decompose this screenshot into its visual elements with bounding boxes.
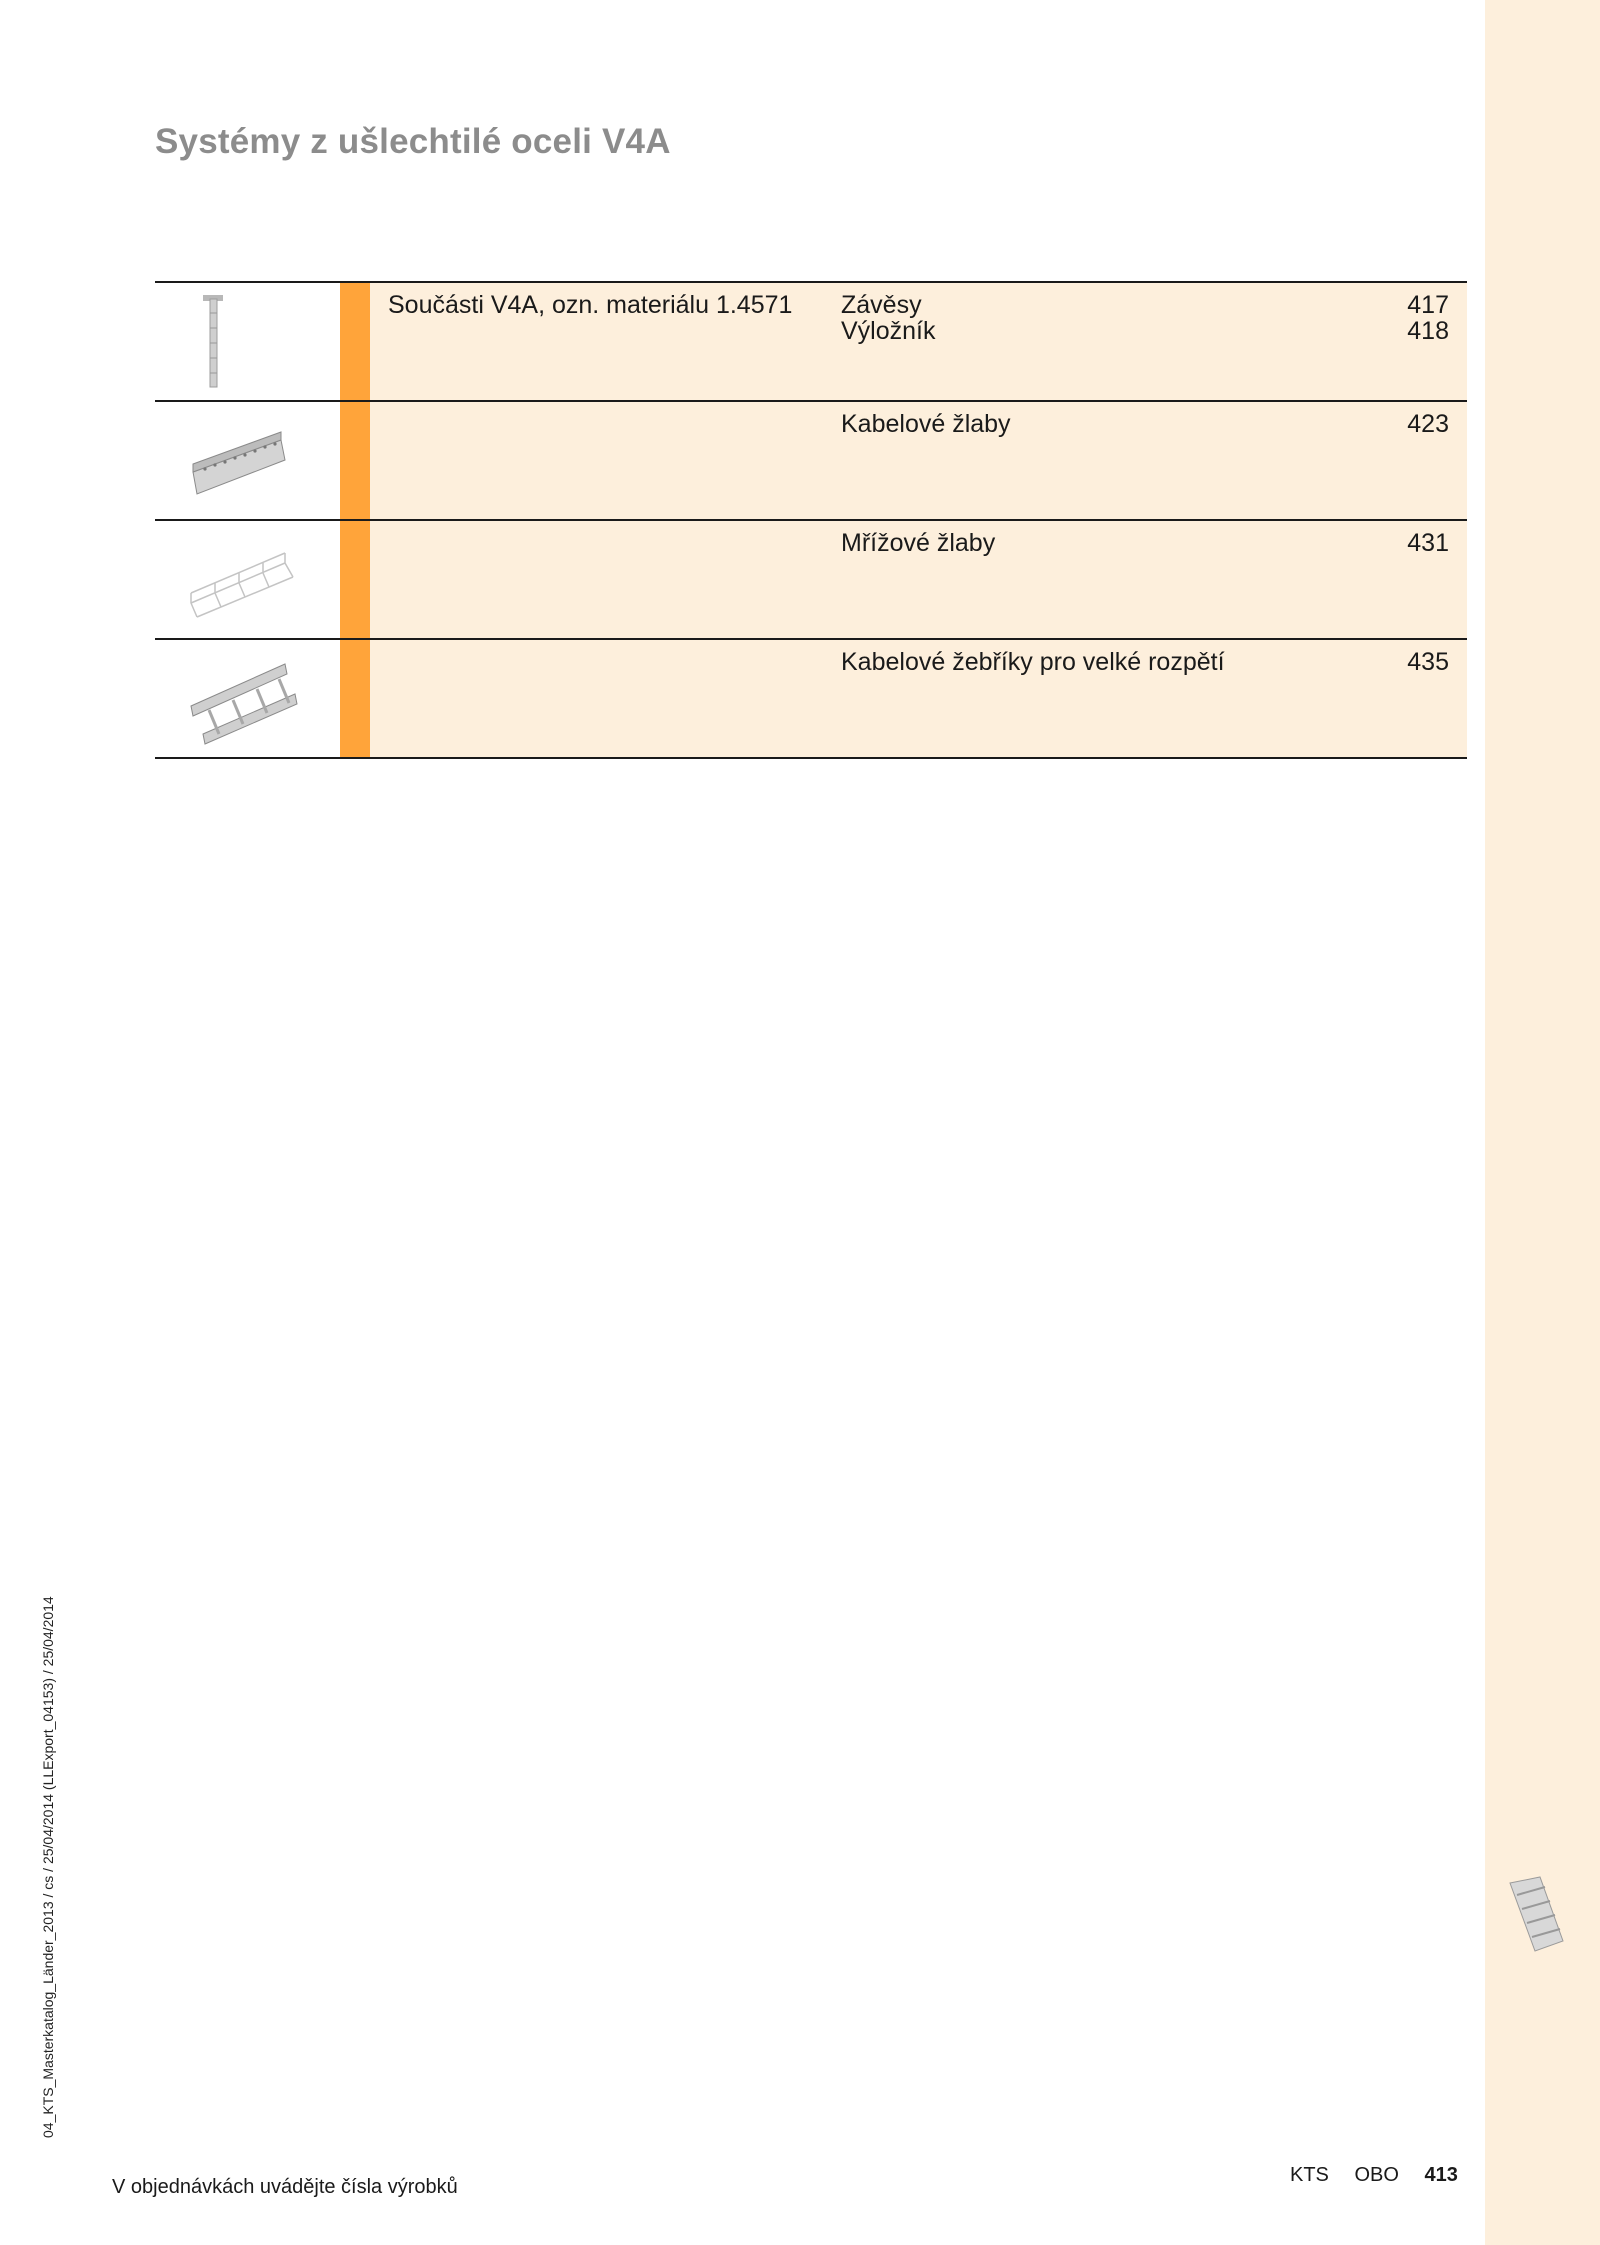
cable-tray-tab-icon — [1505, 1875, 1565, 1955]
accent-bar — [340, 521, 370, 638]
accent-bar — [340, 402, 370, 519]
toc-row — [155, 283, 1467, 402]
toc-row — [155, 640, 1467, 759]
page-title: Systémy z ušlechtilé oceli V4A — [155, 122, 671, 161]
print-metadata: 04_KTS_Masterkatalog_Länder_2013 / cs / 25/04/2014 (LLExport_04153) / 25/04/2014 — [40, 1596, 56, 2138]
toc-item-vylozmik[interactable]: Výložník — [841, 317, 936, 345]
thumb-cell — [155, 521, 340, 638]
thumb-cell — [155, 640, 340, 757]
thumb-cell — [155, 283, 340, 400]
toc-item-zavesy[interactable]: Závěsy — [841, 291, 922, 319]
page-ref[interactable]: 435 — [1407, 648, 1449, 676]
page-number: 413 — [1424, 2164, 1458, 2186]
group-label: Součásti V4A, ozn. materiálu 1.4571 — [388, 291, 793, 319]
footer-note: V objednávkách uvádějte čísla výrobků — [112, 2176, 458, 2198]
perforated-cable-tray-icon — [185, 412, 295, 512]
toc-item-kabelove-zebriky[interactable]: Kabelové žebříky pro velké rozpětí — [841, 648, 1225, 676]
page-ref[interactable]: 431 — [1407, 529, 1449, 557]
brand-label: OBO — [1354, 2164, 1399, 2186]
accent-bar — [340, 283, 370, 400]
page-ref[interactable]: 417 — [1407, 291, 1449, 319]
section-label: KTS — [1290, 2164, 1329, 2186]
footer-info — [1290, 2164, 1458, 2187]
toc-row — [155, 521, 1467, 640]
accent-bar — [340, 640, 370, 757]
toc-item-kabelove-zlaby[interactable]: Kabelové žlaby — [841, 410, 1011, 438]
thumb-cell — [155, 402, 340, 519]
toc-row — [155, 402, 1467, 521]
page-ref[interactable]: 423 — [1407, 410, 1449, 438]
threaded-hanger-icon — [185, 293, 265, 393]
cable-ladder-icon — [185, 650, 305, 750]
page-ref[interactable]: 418 — [1407, 317, 1449, 345]
mesh-cable-tray-icon — [185, 531, 305, 631]
toc-item-mrizove-zlaby[interactable]: Mřížové žlaby — [841, 529, 996, 557]
table-of-contents — [155, 281, 1467, 759]
